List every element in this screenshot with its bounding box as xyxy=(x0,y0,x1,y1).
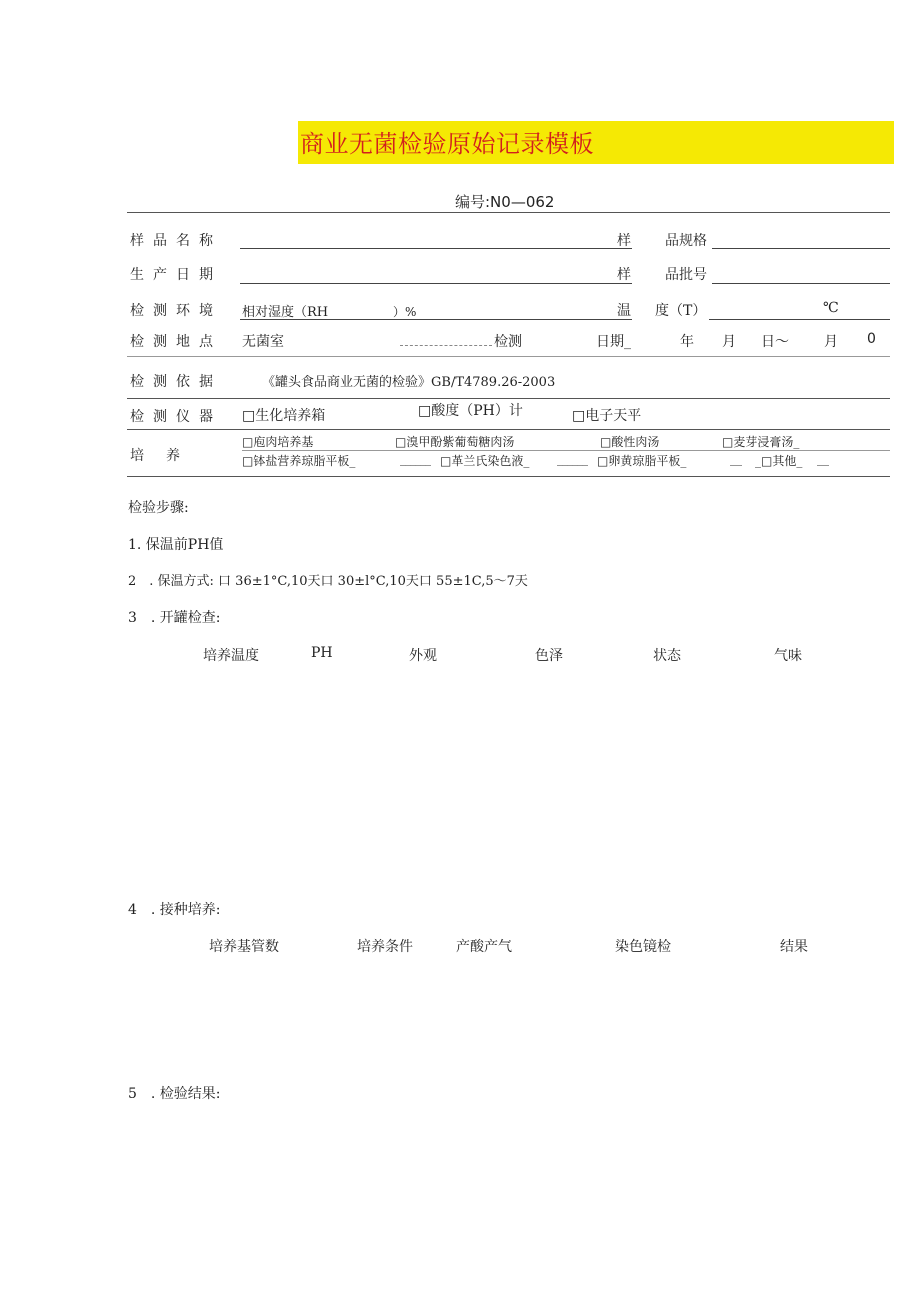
col-stain-microscopy: 染色镜检 xyxy=(615,939,671,955)
temp-label-left: 温 xyxy=(617,303,631,319)
step-4: 4 . 接种培养: xyxy=(128,902,221,918)
blank-1: ______ xyxy=(400,452,430,466)
temp-label: 度（T） xyxy=(655,303,707,319)
culture-item-cooked-meat[interactable]: □庖肉培养基 xyxy=(242,435,314,449)
step-3: 3 . 开罐检查: xyxy=(128,610,221,626)
col-culture-temp: 培养温度 xyxy=(203,648,259,664)
batch-field[interactable] xyxy=(712,283,890,284)
col-odor: 气味 xyxy=(774,648,802,664)
sample-spec-label-left: 样 xyxy=(617,233,631,249)
sample-spec-field[interactable] xyxy=(712,248,890,249)
culture-item-malt-extract[interactable]: □麦芽浸膏汤_ xyxy=(722,435,800,449)
header-rule xyxy=(127,212,890,213)
culture-item-gram-stain[interactable]: □革兰氏染色液_ xyxy=(440,454,530,468)
day-to-label: 日～ xyxy=(761,334,789,350)
month-label: 月 xyxy=(722,334,736,350)
temp-unit: ℃ xyxy=(823,300,839,316)
culture-blank-3: __ xyxy=(730,452,742,466)
col-culture-condition: 培养条件 xyxy=(357,939,413,955)
rule-after-culture xyxy=(127,476,890,477)
basis-value: 《罐头食品商业无菌的检验》GB/T4789.26-2003 xyxy=(262,375,556,390)
basis-label: 检测依据 xyxy=(130,374,222,390)
instrument-ph-meter[interactable]: □酸度（PH）计 xyxy=(418,403,523,419)
culture-row1-rule xyxy=(242,450,890,451)
col-state: 状态 xyxy=(653,648,681,664)
sample-name-label: 样品名称 xyxy=(130,233,222,249)
col-tube-count: 培养基管数 xyxy=(209,939,279,955)
test-word: 检测 xyxy=(494,334,522,350)
place-blank[interactable] xyxy=(400,345,492,346)
place-label: 检测地点 xyxy=(130,334,222,350)
culture-item-bcp-glucose[interactable]: □溴甲酚紫葡萄糖肉汤 xyxy=(395,435,515,449)
culture-item-other[interactable]: _□其他_ xyxy=(755,454,803,468)
batch-label-left: 样 xyxy=(617,267,631,283)
sample-spec-label: 品规格 xyxy=(665,233,707,249)
humidity-field[interactable] xyxy=(240,319,632,320)
prod-date-field[interactable] xyxy=(240,283,632,284)
rule-after-place xyxy=(127,356,890,357)
culture-item-nutrient-agar[interactable]: □钵盐营养琼脂平板_ xyxy=(242,454,356,468)
place-value: 无菌室 xyxy=(242,334,284,350)
year-label: 年 xyxy=(680,334,694,350)
col-acid-gas: 产酸产气 xyxy=(456,939,512,955)
instrument-incubator[interactable]: □生化培养箱 xyxy=(242,408,326,424)
batch-label: 品批号 xyxy=(665,267,707,283)
zero-value: 0 xyxy=(867,331,876,347)
sample-name-field[interactable] xyxy=(240,248,632,249)
month2-label: 月 xyxy=(824,334,838,350)
instrument-label: 检测仪器 xyxy=(130,409,222,425)
page-title: 商业无菌检验原始记录模板 xyxy=(300,130,594,158)
blank-2: ______ xyxy=(557,452,587,466)
rule-after-instrument xyxy=(127,429,890,430)
culture-blank-4: __ xyxy=(817,452,829,466)
col-ph: PH xyxy=(311,645,333,661)
culture-label: 培养 xyxy=(130,448,202,464)
culture-item-acid-broth[interactable]: □酸性肉汤 xyxy=(600,435,660,449)
prod-date-label: 生产日期 xyxy=(130,267,222,283)
col-appearance: 外观 xyxy=(409,648,437,664)
humidity-label: 相对湿度（RH xyxy=(242,305,329,320)
temp-field[interactable] xyxy=(709,319,890,320)
date-label: 日期_ xyxy=(596,334,631,350)
step-5: 5 . 检验结果: xyxy=(128,1086,221,1102)
instrument-balance[interactable]: □电子天平 xyxy=(572,408,642,424)
col-result: 结果 xyxy=(780,939,808,955)
env-label: 检测环境 xyxy=(130,303,222,319)
culture-item-egg-yolk-agar[interactable]: □卵黄琼脂平板_ xyxy=(597,454,687,468)
step-2: 2 . 保温方式: 口 36±1°C,10天口 30±l°C,10天口 55±1C,5～7天 xyxy=(128,574,528,589)
doc-number: 编号:N0—062 xyxy=(455,193,555,211)
col-color: 色泽 xyxy=(535,648,563,664)
steps-heading: 检验步骤: xyxy=(128,500,189,516)
step-1: 1. 保温前PH值 xyxy=(128,537,224,553)
rule-after-basis xyxy=(127,398,890,399)
humidity-unit: ）% xyxy=(393,305,417,319)
